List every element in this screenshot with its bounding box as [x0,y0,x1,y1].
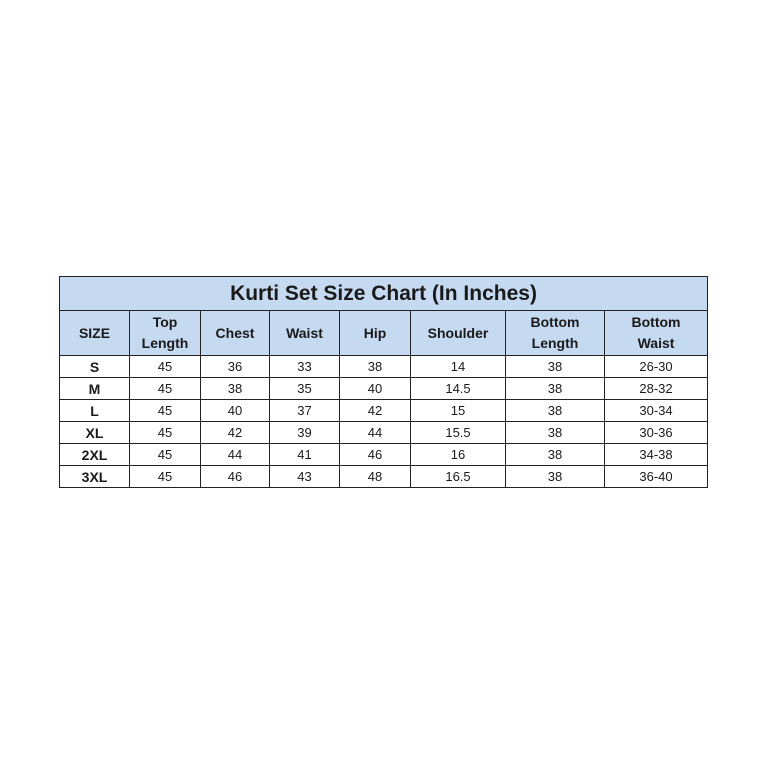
bottom-length-cell: 38 [506,444,605,466]
top-length-cell: 45 [130,356,201,378]
column-header-shoulder: Shoulder [411,311,506,356]
table-row [60,444,708,466]
chest-cell: 36 [201,356,270,378]
size-cell: L [60,400,130,422]
top-length-cell: 45 [130,444,201,466]
table-row [60,400,708,422]
waist-cell: 41 [270,444,340,466]
table-row [60,422,708,444]
column-header-top-length: Top Length [130,311,201,356]
shoulder-cell: 15 [411,400,506,422]
bottom-waist-cell: 28-32 [605,378,708,400]
shoulder-cell: 14.5 [411,378,506,400]
bottom-waist-cell: 36-40 [605,466,708,488]
size-cell: S [60,356,130,378]
shoulder-cell: 16 [411,444,506,466]
chest-cell: 40 [201,400,270,422]
hip-cell: 44 [340,422,411,444]
top-length-cell: 45 [130,422,201,444]
column-header-hip: Hip [340,311,411,356]
top-length-cell: 45 [130,400,201,422]
waist-cell: 35 [270,378,340,400]
column-header-chest: Chest [201,311,270,356]
chest-cell: 38 [201,378,270,400]
size-chart-table [59,276,708,488]
bottom-length-cell: 38 [506,466,605,488]
chest-cell: 46 [201,466,270,488]
shoulder-cell: 14 [411,356,506,378]
shoulder-cell: 16.5 [411,466,506,488]
waist-cell: 39 [270,422,340,444]
bottom-length-cell: 38 [506,356,605,378]
size-cell: M [60,378,130,400]
table-row [60,378,708,400]
table-row [60,356,708,378]
chest-cell: 44 [201,444,270,466]
top-length-cell: 45 [130,378,201,400]
hip-cell: 48 [340,466,411,488]
bottom-waist-cell: 34-38 [605,444,708,466]
bottom-waist-cell: 26-30 [605,356,708,378]
hip-cell: 46 [340,444,411,466]
hip-cell: 40 [340,378,411,400]
size-cell: XL [60,422,130,444]
column-header-waist: Waist [270,311,340,356]
top-length-cell: 45 [130,466,201,488]
title-row [60,277,708,311]
size-cell: 3XL [60,466,130,488]
bottom-waist-cell: 30-36 [605,422,708,444]
waist-cell: 43 [270,466,340,488]
header-row [60,311,708,356]
size-cell: 2XL [60,444,130,466]
bottom-length-cell: 38 [506,422,605,444]
chart-title: Kurti Set Size Chart (In Inches) [60,277,708,311]
chest-cell: 42 [201,422,270,444]
bottom-waist-cell: 30-34 [605,400,708,422]
hip-cell: 38 [340,356,411,378]
column-header-bottom-length: Bottom Length [506,311,605,356]
table-row [60,466,708,488]
bottom-length-cell: 38 [506,400,605,422]
column-header-size: SIZE [60,311,130,356]
waist-cell: 33 [270,356,340,378]
shoulder-cell: 15.5 [411,422,506,444]
hip-cell: 42 [340,400,411,422]
bottom-length-cell: 38 [506,378,605,400]
waist-cell: 37 [270,400,340,422]
column-header-bottom-waist: Bottom Waist [605,311,708,356]
